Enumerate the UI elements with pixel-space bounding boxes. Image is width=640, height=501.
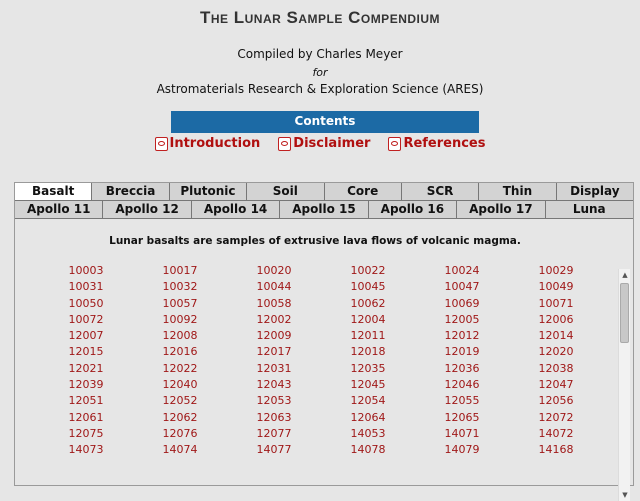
sample-link[interactable]: 10092	[162, 312, 198, 326]
sample-link[interactable]: 12061	[68, 410, 104, 424]
sample-link[interactable]: 12056	[538, 394, 574, 408]
organization-name: Astromaterials Research & Exploration Science (ARES)	[156, 82, 484, 96]
sample-link[interactable]: 14074	[162, 443, 198, 457]
sample-link[interactable]: 12018	[350, 345, 386, 359]
sample-link[interactable]: 10044	[256, 280, 292, 294]
sample-link[interactable]: 12052	[162, 394, 198, 408]
tab-luna[interactable]: Luna	[546, 201, 633, 218]
sample-link[interactable]: 10032	[162, 280, 198, 294]
sample-link[interactable]: 14053	[350, 426, 386, 440]
page-title: The Lunar Sample Compendium	[199, 8, 441, 27]
sample-link[interactable]: 12036	[444, 361, 480, 375]
scroll-thumb[interactable]	[620, 283, 629, 343]
sample-link[interactable]: 12022	[162, 361, 198, 375]
sample-link[interactable]: 12053	[256, 394, 292, 408]
sample-link[interactable]: 12005	[444, 312, 480, 326]
sample-link[interactable]: 10049	[538, 280, 574, 294]
sample-browser-panel	[14, 182, 634, 499]
sample-link[interactable]: 12077	[256, 426, 292, 440]
tab-thin[interactable]: Thin	[479, 183, 556, 200]
tab-apollo-12[interactable]: Apollo 12	[103, 201, 191, 218]
sample-link[interactable]: 14073	[68, 443, 104, 457]
sample-link[interactable]: 12019	[444, 345, 480, 359]
tab-plutonic[interactable]: Plutonic	[170, 183, 247, 200]
sample-link[interactable]: 10057	[162, 296, 198, 310]
pdf-icon	[278, 137, 291, 151]
sample-link[interactable]: 12076	[162, 426, 198, 440]
sample-link[interactable]: 14077	[256, 443, 292, 457]
sample-link[interactable]: 10062	[350, 296, 386, 310]
sample-link[interactable]: 10020	[256, 264, 292, 277]
sample-link[interactable]: 12016	[162, 345, 198, 359]
introduction-link-label: Introduction	[169, 136, 261, 151]
pdf-icon	[388, 137, 401, 151]
sample-link[interactable]: 12047	[538, 378, 574, 392]
sample-link[interactable]: 10058	[256, 296, 292, 310]
disclaimer-link-label: Disclaimer	[293, 136, 371, 151]
sample-link[interactable]: 12012	[444, 329, 480, 343]
tab-core[interactable]: Core	[325, 183, 402, 200]
sample-link[interactable]: 12020	[538, 345, 574, 359]
sample-link[interactable]: 12011	[350, 329, 386, 343]
sample-link[interactable]: 12063	[256, 410, 292, 424]
tab-apollo-11[interactable]: Apollo 11	[15, 201, 103, 218]
sample-link[interactable]: 10072	[68, 312, 104, 326]
sample-link[interactable]: 10047	[444, 280, 480, 294]
sample-link[interactable]: 12072	[538, 410, 574, 424]
sample-link[interactable]: 10029	[538, 264, 574, 277]
sample-link[interactable]: 14071	[444, 426, 480, 440]
sample-link[interactable]: 12075	[68, 426, 104, 440]
scroll-down-arrow-icon[interactable]: ▼	[622, 491, 628, 499]
sample-link[interactable]: 14079	[444, 443, 480, 457]
sample-type-tabs	[15, 183, 633, 201]
sample-link[interactable]: 12065	[444, 410, 480, 424]
sample-link[interactable]: 10071	[538, 296, 574, 310]
sample-link[interactable]: 12038	[538, 361, 574, 375]
references-link[interactable]	[388, 136, 485, 151]
sample-link[interactable]: 12046	[444, 378, 480, 392]
introduction-link[interactable]	[155, 136, 261, 151]
sample-link[interactable]: 12004	[350, 312, 386, 326]
sample-link[interactable]: 10045	[350, 280, 386, 294]
sample-link[interactable]: 12002	[256, 312, 292, 326]
sample-link[interactable]: 10031	[68, 280, 104, 294]
references-link-label: References	[403, 136, 486, 151]
sample-link[interactable]: 12017	[256, 345, 292, 359]
category-description: Lunar basalts are samples of extrusive lava flows of volcanic magma.	[109, 235, 521, 247]
for-text: for	[312, 66, 328, 79]
sample-link[interactable]: 10024	[444, 264, 480, 277]
mission-tabs	[15, 201, 633, 219]
tab-display[interactable]: Display	[557, 183, 633, 200]
sample-link[interactable]: 14072	[538, 426, 574, 440]
tab-apollo-14[interactable]: Apollo 14	[192, 201, 280, 218]
sample-link[interactable]: 14168	[538, 443, 574, 457]
sample-link[interactable]: 12031	[256, 361, 292, 375]
contents-links	[0, 136, 640, 151]
sample-grid-inner	[39, 263, 609, 459]
vertical-scrollbar[interactable]	[618, 269, 630, 501]
sample-link[interactable]: 10069	[444, 296, 480, 310]
sample-link[interactable]: 12021	[68, 361, 104, 375]
sample-link[interactable]: 12014	[538, 329, 574, 343]
sample-link[interactable]: 12035	[350, 361, 386, 375]
tab-basalt[interactable]: Basalt	[15, 183, 92, 200]
sample-link[interactable]: 12055	[444, 394, 480, 408]
sample-link[interactable]: 12006	[538, 312, 574, 326]
sample-link[interactable]: 12062	[162, 410, 198, 424]
tab-soil[interactable]: Soil	[247, 183, 324, 200]
compiler-credit: Compiled by Charles Meyer	[237, 47, 403, 61]
sample-link[interactable]: 10003	[68, 264, 104, 277]
tab-apollo-15[interactable]: Apollo 15	[280, 201, 368, 218]
disclaimer-link[interactable]	[278, 136, 370, 151]
sample-link[interactable]: 12045	[350, 378, 386, 392]
sample-link[interactable]: 10050	[68, 296, 104, 310]
sample-link[interactable]: 12039	[68, 378, 104, 392]
sample-link[interactable]: 10017	[162, 264, 198, 277]
sample-link[interactable]: 10022	[350, 264, 386, 277]
tab-scr[interactable]: SCR	[402, 183, 479, 200]
sample-link[interactable]: 12043	[256, 378, 292, 392]
sample-link[interactable]: 12051	[68, 394, 104, 408]
sample-link[interactable]: 12015	[68, 345, 104, 359]
contents-header: Contents	[171, 111, 479, 133]
sample-link[interactable]: 12064	[350, 410, 386, 424]
sample-link[interactable]: 12008	[162, 329, 198, 343]
tab-content	[15, 219, 633, 499]
sample-link[interactable]: 12007	[68, 329, 104, 343]
sample-link[interactable]: 12040	[162, 378, 198, 392]
sample-grid	[39, 263, 609, 485]
scroll-up-arrow-icon[interactable]: ▲	[622, 271, 628, 279]
tab-apollo-17[interactable]: Apollo 17	[457, 201, 545, 218]
sample-link[interactable]: 12054	[350, 394, 386, 408]
sample-link[interactable]: 12009	[256, 329, 292, 343]
tab-breccia[interactable]: Breccia	[92, 183, 169, 200]
sample-link[interactable]: 14078	[350, 443, 386, 457]
pdf-icon	[155, 137, 168, 151]
tab-apollo-16[interactable]: Apollo 16	[369, 201, 457, 218]
